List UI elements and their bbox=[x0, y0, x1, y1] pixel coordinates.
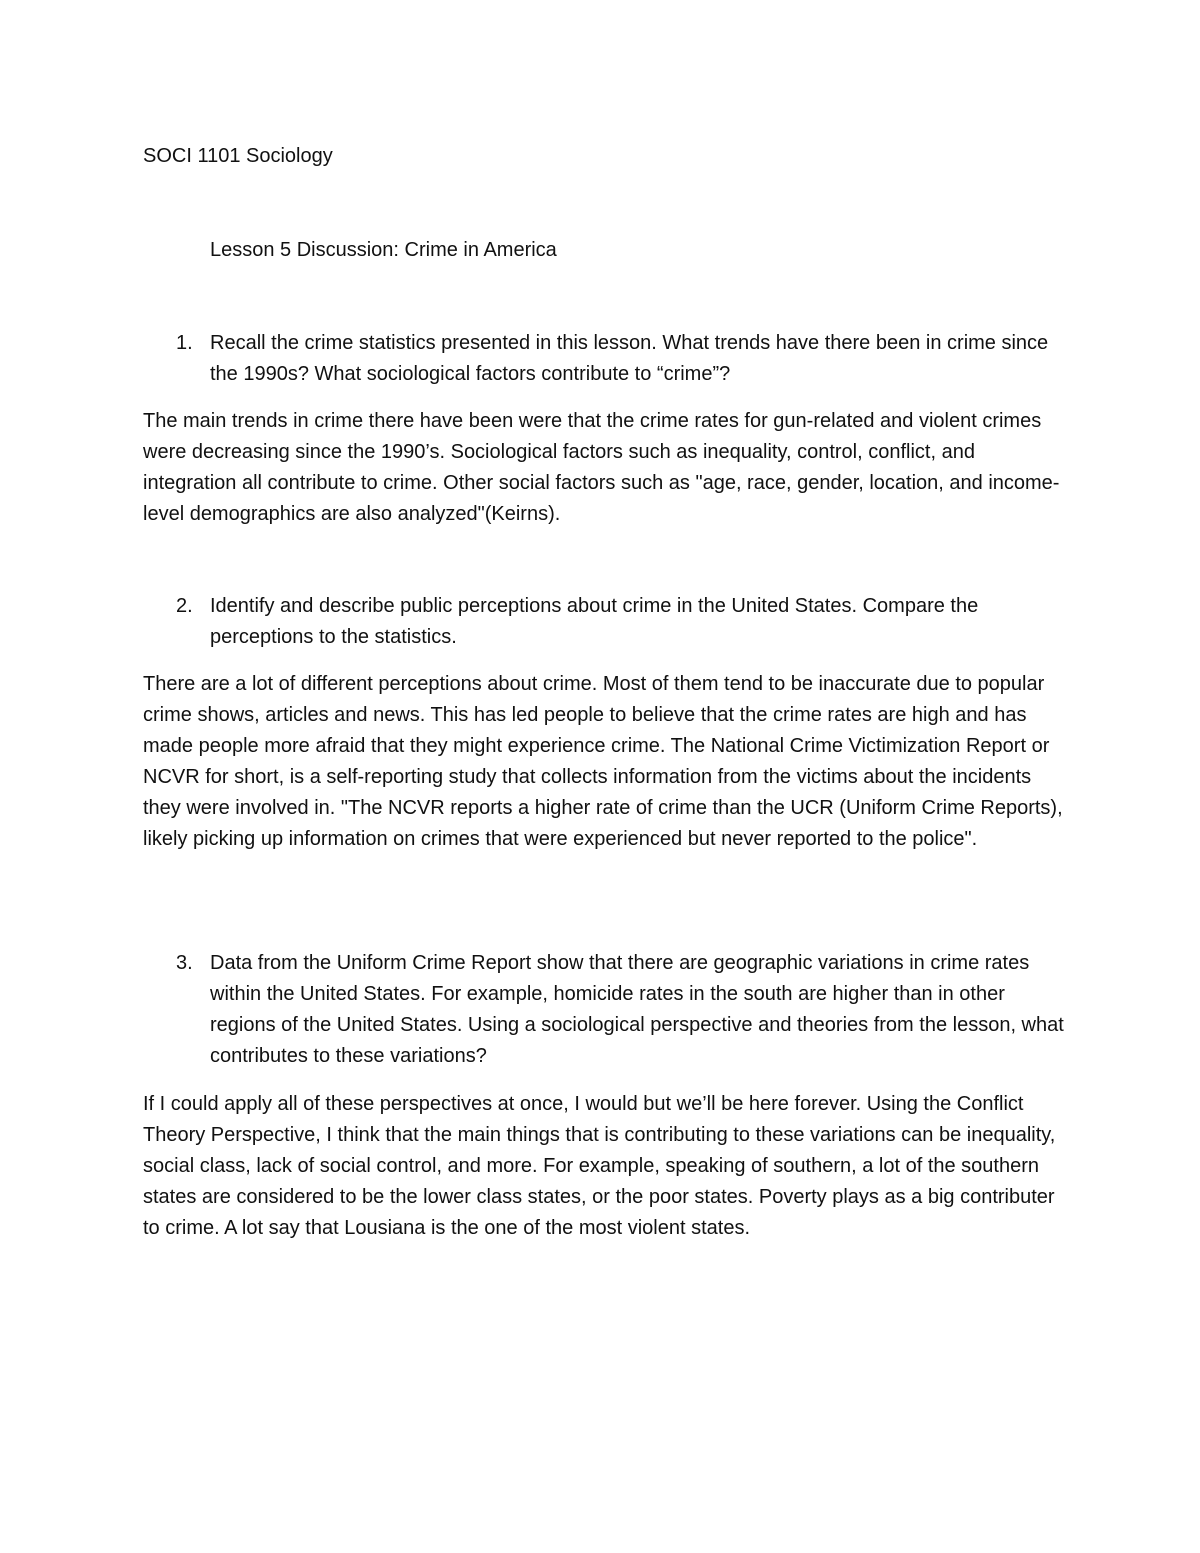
question-1-number: 1. bbox=[176, 332, 193, 354]
question-3-number: 3. bbox=[176, 952, 193, 974]
answer-2: There are a lot of different perceptions about crime. Most of them tend to be inaccurate due to popular crime shows, articles and news. This has led people to believe that the crime rates are high and has made people more afraid that they might experience crime. The National Crime Victimization Report or NCVR for short, is a self-reporting study that collects information from the victims about the incidents they were involved in. "The NCVR reports a higher rate of crime than the UCR (Uniform Crime Reports), likely picking up information on crimes that were experienced but never reported to the police". bbox=[143, 673, 1063, 850]
question-2 bbox=[176, 591, 1070, 653]
question-2-text: Identify and describe public perceptions about crime in the United States. Compare the perceptions to the statistics. bbox=[210, 595, 979, 648]
question-3-text: Data from the Uniform Crime Report show that there are geographic variations in crime rates within the United States. For example, homicide rates in the south are higher than in other regions of the United States. Using a sociological perspective and theories from the lesson, what contributes to these variations? bbox=[210, 952, 1064, 1067]
question-3 bbox=[176, 948, 1070, 1072]
question-2-number: 2. bbox=[176, 595, 193, 617]
course-title: SOCI 1101 Sociology bbox=[143, 145, 333, 167]
lesson-title: Lesson 5 Discussion: Crime in America bbox=[210, 239, 557, 261]
question-1-text: Recall the crime statistics presented in this lesson. What trends have there been in crime since the 1990s? What sociological factors contribute to “crime”? bbox=[210, 332, 1049, 385]
question-1 bbox=[176, 328, 1070, 390]
answer-1: The main trends in crime there have been were that the crime rates for gun-related and violent crimes were decreasing since the 1990’s. Sociological factors such as inequality, control, conflict, and integration all contribute to crime. Other social factors such as "age, race, gender, location, and income-level demographics are also analyzed"(Keirns). bbox=[143, 410, 1060, 525]
answer-3: If I could apply all of these perspectives at once, I would but we’ll be here forever. Using the Conflict Theory Perspective, I think that the main things that is contributing to these variations can be inequality, social class, lack of social control, and more. For example, speaking of southern, a lot of the southern states are considered to be the lower class states, or the poor states. Poverty plays as a big contributer to crime. A lot say that Lousiana is the one of the most violent states. bbox=[143, 1093, 1056, 1239]
